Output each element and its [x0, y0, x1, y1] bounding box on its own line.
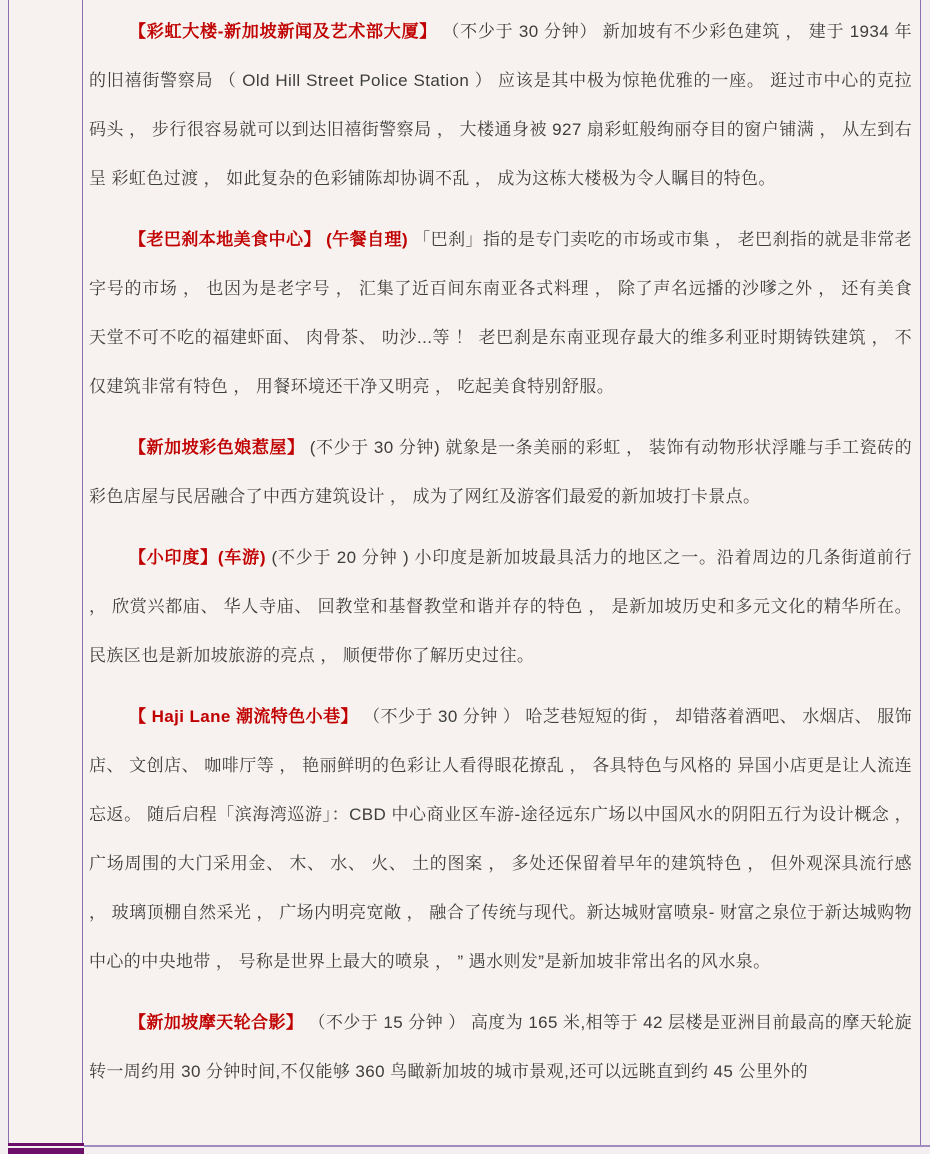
attraction-heading: 【新加坡彩色娘惹屋】 — [129, 438, 305, 457]
itinerary-cell — [83, 0, 920, 1144]
paragraph — [89, 533, 912, 680]
paragraph-text: （不少于 30 分钟 ） 哈芝巷短短的街 ， 却错落着酒吧、 水烟店、 服饰店、 文创店、 咖啡厅等 ， 艳丽鲜明的色彩让人看得眼花撩乱 ， 各具特色与风格的 异国小店更是让人流连忘返。 随后启程「滨海湾巡游」：CBD 中心商业区车游-途径远东广场以中国风水的阴阳五行为设计概念 ， 广场周围的大门采用金、 木、 水、 火、 土的图案 ， 多处还保留着早年的建筑特色 ， 但外观深具流行感 ， 玻璃顶棚自然采光 ， 广场内明亮宽敞 ， 融合了传统与现代。新达城财富喷泉- 财富之泉位于新达城购物中心的中央地带 ， 号称是世界上最大的喷泉 ， ” 遇水则发”是新加坡非常出名的风水泉。 — [89, 707, 912, 971]
paragraph-text: (不少于 30 分钟) 就象是一条美丽的彩虹 ， 装饰有动物形状浮雕与手工瓷砖的彩色店屋与民居融合了中西方建筑设计 ， 成为了网红及游客们最爱的新加坡打卡景点。 — [89, 438, 913, 506]
next-row-header-border-line — [8, 1143, 84, 1146]
paragraph-text: （不少于 30 分钟） 新加坡有不少彩色建筑 ， 建于 1934 年的旧禧街警察局 （ Old Hill Street Police Station ） 应该是其中极为惊艳优雅的一座。 逛过市中心的克拉码头 ， 步行很容易就可以到达旧禧街警察局 ， 大楼通身被 927 扇彩虹般绚丽夺目的窗户铺满 ， 从左到右呈 彩虹色过渡 ， 如此复杂的色彩铺陈却协调不乱 ， 成为这栋大楼极为令人瞩目的特色。 — [89, 22, 912, 188]
day-label-column — [9, 0, 82, 1143]
paragraph-list — [89, 7, 912, 1096]
paragraph — [89, 998, 912, 1096]
attraction-heading: 【小印度】(车游) — [129, 548, 266, 567]
paragraph — [89, 7, 912, 203]
table-border-left — [8, 0, 9, 1143]
paragraph-text: （不少于 15 分钟 ） 高度为 165 米,相等于 42 层楼是亚洲目前最高的摩天轮旋转一周约用 30 分钟时间,不仅能够 360 鸟瞰新加坡的城市景观,还可以远眺直到约 45 公里外的 — [89, 1013, 912, 1081]
attraction-heading: 【 Haji Lane 潮流特色小巷】 — [129, 707, 358, 726]
attraction-heading: 【新加坡摩天轮合影】 — [129, 1013, 304, 1032]
attraction-heading: 【老巴刹本地美食中心】 (午餐自理) — [129, 230, 409, 249]
attraction-heading: 【彩虹大楼-新加坡新闻及艺术部大厦】 — [129, 22, 437, 41]
paragraph-text: 「巴刹」指的是专门卖吃的市场或市集 ， 老巴刹指的就是非常老字号的市场 ， 也因为是老字号 ， 汇集了近百间东南亚各式料理 ， 除了声名远播的沙嗲之外 ， 还有美食天堂不可不吃的福建虾面、 肉骨茶、 叻沙...等 ！ 老巴刹是东南亚现存最大的维多利亚时期铸铁建筑 ， 不仅建筑非常有特色 ， 用餐环境还干净又明亮 ， 吃起美食特别舒服。 — [89, 230, 912, 396]
next-row-header-bar — [8, 1148, 84, 1154]
paragraph — [89, 692, 912, 986]
table-row-bottom-border — [84, 1145, 930, 1147]
table-column-divider — [82, 0, 83, 1143]
paragraph-text: (不少于 20 分钟 ) 小印度是新加坡最具活力的地区之一。沿着周边的几条街道前行 ， 欣赏兴都庙、 华人寺庙、 回教堂和基督教堂和谐并存的特色 ， 是新加坡历史和多元文化的精华所在。 民族区也是新加坡旅游的亮点 ， 顺便带你了解历史过往。 — [89, 548, 912, 665]
table-border-right — [920, 0, 921, 1145]
paragraph — [89, 423, 912, 521]
paragraph — [89, 215, 912, 411]
